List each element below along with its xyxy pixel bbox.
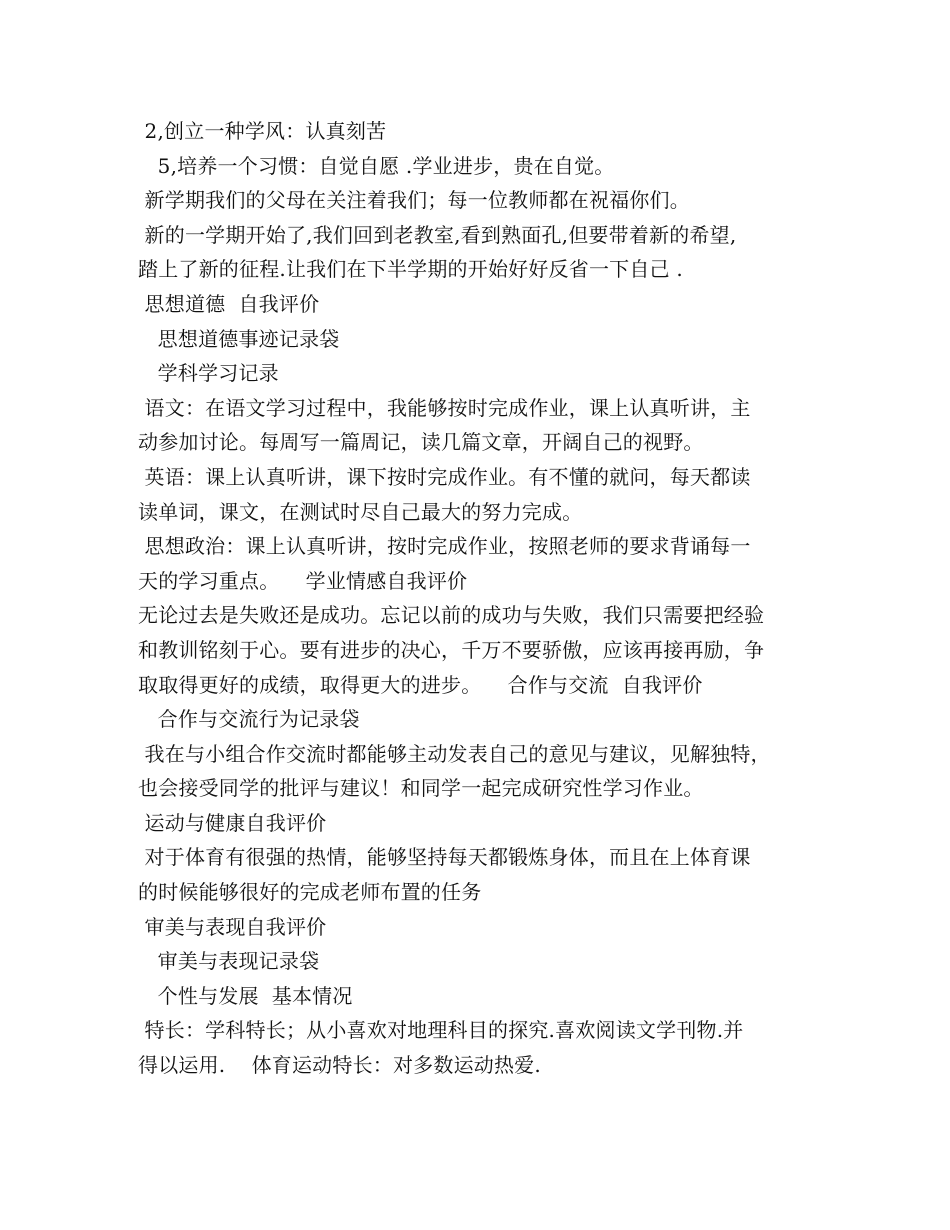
text-line: 和教训铭刻于心。要有进步的决心，千万不要骄傲，应该再接再励，争 (138, 637, 765, 662)
text-line: 我在与小组合作交流时都能够主动发表自己的意见与建议，见解独特， (138, 741, 771, 766)
section-subheading: 审美与表现记录袋 (138, 949, 320, 974)
text-line: 动参加讨论。每周写一篇周记，读几篇文章，开阔自己的视野。 (138, 430, 704, 455)
text-line: 取取得更好的成绩，取得更大的进步。 合作与交流 自我评价 (138, 672, 703, 697)
text-line: 特长：学科特长；从小喜欢对地理科目的探究.喜欢阅读文学刊物.并 (138, 1018, 744, 1043)
text-line: 踏上了新的征程.让我们在下半学期的开始好好反省一下自己 . (138, 257, 683, 282)
section-heading: 运动与健康自我评价 (138, 810, 327, 835)
text-line: 天的学习重点。 学业情感自我评价 (138, 568, 468, 593)
section-subheading: 学科学习记录 (138, 361, 279, 386)
section-heading: 审美与表现自我评价 (138, 914, 327, 939)
text-line: 英语：课上认真听讲，课下按时完成作业。有不懂的就问，每天都读 (138, 464, 751, 489)
text-line: 思想政治：课上认真听讲，按时完成作业，按照老师的要求背诵每一 (138, 534, 751, 559)
text-line: 得以运用. 体育运动特长：对多数运动热爱. (138, 1053, 541, 1078)
section-subheading: 思想道德事迹记录袋 (138, 326, 340, 351)
text-line: 5,培养一个习惯：自觉自愿 .学业进步，贵在自觉。 (138, 153, 615, 178)
section-heading: 思想道德 自我评价 (138, 291, 320, 316)
text-line: 2,创立一种学风：认真刻苦 (138, 119, 387, 143)
text-line: 也会接受同学的批评与建议！和同学一起完成研究性学习作业。 (138, 776, 704, 801)
document-body (138, 114, 818, 1083)
text-line: 无论过去是失败还是成功。忘记以前的成功与失败，我们只需要把经验 (138, 603, 765, 628)
text-line: 新学期我们的父母在关注着我们；每一位教师都在祝福你们。 (138, 188, 690, 213)
section-subheading: 合作与交流行为记录袋 (138, 707, 360, 732)
text-line: 读单词，课文，在测试时尽自己最大的努力完成。 (138, 499, 583, 524)
section-subheading: 个性与发展 基本情况 (138, 983, 353, 1008)
text-line: 的时候能够很好的完成老师布置的任务 (138, 880, 482, 905)
text-line: 对于体育有很强的热情，能够坚持每天都锻炼身体，而且在上体育课 (138, 845, 751, 870)
text-line: 语文：在语文学习过程中，我能够按时完成作业，课上认真听讲，主 (138, 395, 751, 420)
text-line: 新的一学期开始了,我们回到老教室,看到熟面孔,但要带着新的希望, (138, 222, 737, 247)
